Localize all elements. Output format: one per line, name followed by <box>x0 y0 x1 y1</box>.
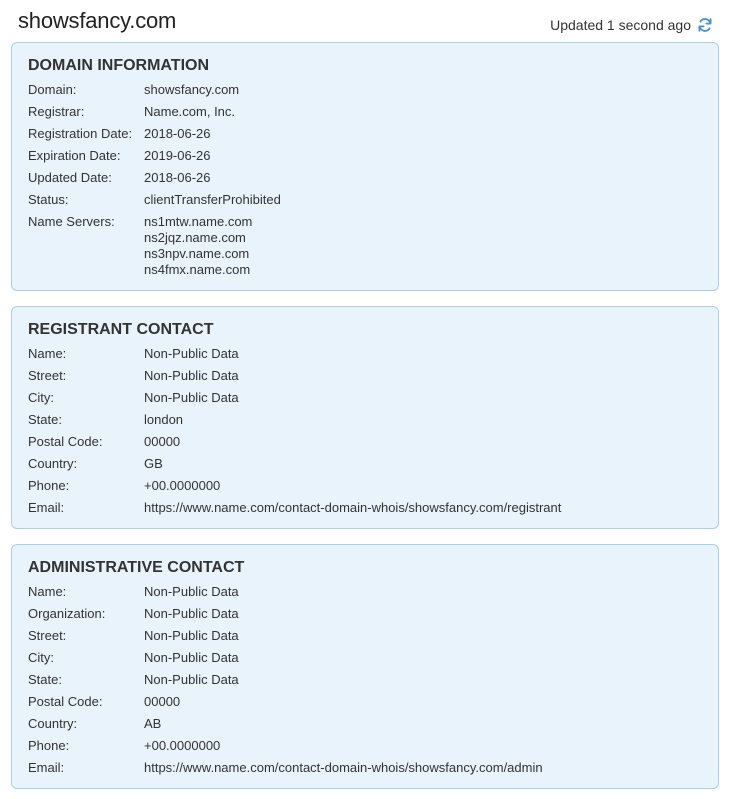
administrative-contact-card <box>11 544 719 789</box>
name-server: ns1mtw.name.com <box>144 214 253 229</box>
info-row-expiration-date <box>28 148 708 164</box>
row-label: Organization: <box>28 606 106 621</box>
registrant-rows <box>28 346 708 522</box>
contact-row-phone <box>28 738 708 754</box>
row-value: Non-Public Data <box>144 606 239 621</box>
info-row-status <box>28 192 708 208</box>
row-label: Name: <box>28 584 67 599</box>
row-value: Non-Public Data <box>144 368 239 383</box>
row-label: City: <box>28 390 54 405</box>
row-label: Expiration Date: <box>28 148 121 163</box>
row-value: Non-Public Data <box>144 628 239 643</box>
registrant-contact-card <box>11 306 719 529</box>
name-server: ns3npv.name.com <box>144 246 250 261</box>
row-value: +00.0000000 <box>144 478 221 493</box>
row-value: 2018-06-26 <box>144 170 211 185</box>
contact-row-street <box>28 368 708 384</box>
row-label: Postal Code: <box>28 694 103 709</box>
contact-row-name <box>28 584 708 600</box>
row-label: Street: <box>28 628 67 643</box>
info-row-name-servers <box>28 214 708 278</box>
row-label: Registration Date: <box>28 126 133 141</box>
row-value: london <box>144 412 184 427</box>
contact-row-city <box>28 650 708 666</box>
contact-row-email <box>28 760 708 776</box>
row-label: Street: <box>28 368 67 383</box>
refresh-icon[interactable] <box>697 17 713 33</box>
row-value: showsfancy.com <box>144 82 240 97</box>
section-title: REGISTRANT CONTACT <box>28 321 214 338</box>
row-label: Country: <box>28 716 78 731</box>
section-title: ADMINISTRATIVE CONTACT <box>28 559 245 576</box>
contact-row-state <box>28 412 708 428</box>
row-value: Non-Public Data <box>144 584 239 599</box>
row-label: Updated Date: <box>28 170 112 185</box>
row-label: State: <box>28 412 62 427</box>
contact-row-street <box>28 628 708 644</box>
name-server: ns2jqz.name.com <box>144 230 246 245</box>
row-value: clientTransferProhibited <box>144 192 281 207</box>
row-label: Domain: <box>28 82 77 97</box>
contact-row-name <box>28 346 708 362</box>
page-header <box>0 0 735 42</box>
row-value: Non-Public Data <box>144 650 239 665</box>
row-label: Phone: <box>28 478 70 493</box>
row-value: 00000 <box>144 694 181 709</box>
row-label: Registrar: <box>28 104 85 119</box>
row-value: AB <box>144 716 162 731</box>
row-value: Non-Public Data <box>144 390 239 405</box>
contact-row-phone <box>28 478 708 494</box>
row-value: Non-Public Data <box>144 672 239 687</box>
domain-info-rows <box>28 82 708 284</box>
info-row-registrar <box>28 104 708 120</box>
name-server-list <box>144 214 252 278</box>
row-value: 2018-06-26 <box>144 126 211 141</box>
page-title: showsfancy.com <box>18 8 177 33</box>
info-row-domain <box>28 82 708 98</box>
row-value: https://www.name.com/contact-domain-whois/showsfancy.com/registrant <box>144 500 562 515</box>
row-value: +00.0000000 <box>144 738 221 753</box>
row-label: Status: <box>28 192 69 207</box>
contact-row-postal-code <box>28 694 708 710</box>
contact-row-email <box>28 500 708 516</box>
info-row-updated-date <box>28 170 708 186</box>
contact-row-country <box>28 716 708 732</box>
row-value: 00000 <box>144 434 181 449</box>
section-title: DOMAIN INFORMATION <box>28 57 210 74</box>
row-label: Name Servers: <box>28 214 115 229</box>
domain-information-card <box>11 42 719 291</box>
contact-row-organization <box>28 606 708 622</box>
row-label: City: <box>28 650 54 665</box>
contact-row-postal-code <box>28 434 708 450</box>
row-label: Country: <box>28 456 78 471</box>
admin-rows <box>28 584 708 782</box>
row-label: Phone: <box>28 738 70 753</box>
updated-status <box>550 16 713 34</box>
row-label: Name: <box>28 346 67 361</box>
contact-row-state <box>28 672 708 688</box>
contact-row-country <box>28 456 708 472</box>
row-label: Email: <box>28 760 65 775</box>
row-label: State: <box>28 672 62 687</box>
updated-text: Updated 1 second ago <box>550 17 691 33</box>
row-label: Email: <box>28 500 65 515</box>
row-value: https://www.name.com/contact-domain-whois/showsfancy.com/admin <box>144 760 543 775</box>
row-value: GB <box>144 456 163 471</box>
row-value: Name.com, Inc. <box>144 104 236 119</box>
contact-row-city <box>28 390 708 406</box>
row-value: 2019-06-26 <box>144 148 211 163</box>
row-label: Postal Code: <box>28 434 103 449</box>
name-server: ns4fmx.name.com <box>144 262 251 277</box>
info-row-registration-date <box>28 126 708 142</box>
row-value: Non-Public Data <box>144 346 239 361</box>
